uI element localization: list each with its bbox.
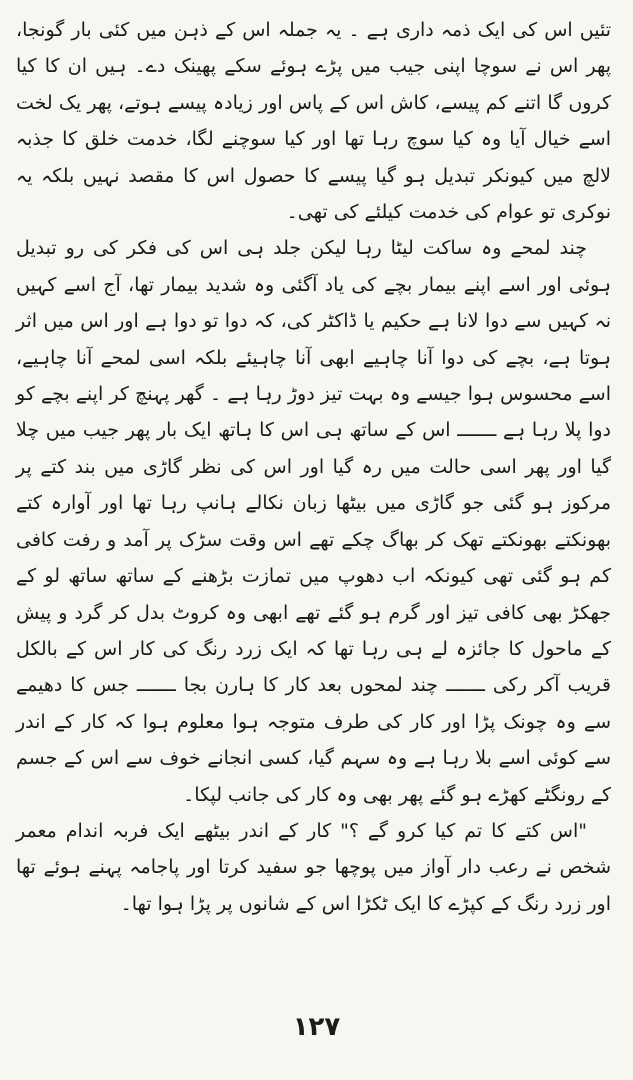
paragraph-1: تئیں اس کی ایک ذمہ داری ہے ۔ یہ جملہ اس کے ذہن میں کئی بار گونجا، پھر اس نے سوچا اپنی جیب میں پڑے ہوئے سکے پھینک دے۔ ہیں ان کا کیا کروں گا اتنے کم پیسے، کاش اس کے پاس اور زیادہ پیسے ہوتے، پھر یک لخت اسے خیال آیا وہ کیا سوچ رہا تھا اور کیا سوچنے لگا، خدمت خلق کا جذبہ لالچ میں کیونکر تبدیل ہو گیا پیسے کا حصول اس کا مقصد نہیں بلکہ یہ نوکری تو عوام کی خدمت کیلئے کی تھی۔	[16, 19, 611, 224]
body-text	[16, 12, 611, 922]
page-number: ۱۲۷	[292, 1012, 341, 1042]
paragraph-3: "اس کتے کا تم کیا کرو گے ؟" کار کے اندر بیٹھے ایک فربہ اندام معمر شخص نے رعب دار آواز میں پوچھا جو سفید کرتا اور پاجامہ پہنے ہوئے تھا اور زرد رنگ کے کپڑے کا ایک ٹکڑا اس کے شانوں پر پڑا ہوا تھا۔	[16, 819, 611, 915]
paragraph-2: چند لمحے وہ ساکت لیٹا رہا لیکن جلد ہی اس کی فکر کی رو تبدیل ہوئی اور اسے اپنے بیمار بچے کی یاد آگئی وہ شدید بیمار تھا، آج اسے کہیں نہ کہیں سے دوا لانا ہے حکیم یا ڈاکٹر کی، کہ دوا تو دوا ہے اور اس میں اثر ہوتا ہے، بچے کی دوا آنا چاہیے ابھی آنا چاہیئے بلکہ اسی لمحے آنا چاہیے، اسے محسوس ہوا جیسے وہ بہت تیز دوڑ رہا ہے ۔ گھر پہنچ کر اپنے بچے کو دوا پلا رہا ہے ـــــــ اس کے ساتھ ہی اس کا ہاتھ ایک بار پھر جیب میں چلا گیا اور پھر اسی حالت میں رہ گیا اور اس کی نظر گاڑی میں بند کتے پر مرکوز ہو گئی جو گاڑی میں بیٹھا زبان نکالے ہانپ رہا تھا اور آوارہ کتے بھونکتے بھونکتے تھک کر بھاگ چکے تھے اس وقت سڑک پر آمد و رفت کافی کم ہو گئی تھی کیونکہ اب دھوپ میں تمازت بڑھنے کے ساتھ ساتھ لو کے جھکڑ بھی کافی تیز اور گرم ہو گئے تھے ابھی وہ کروٹ بدل کر گرد و پیش کے ماحول کا جائزہ لے ہی رہا تھا کہ ایک زرد رنگ کی کار اس کے بالکل قریب آکر رکی ـــــــ چند لمحوں بعد کار کا ہارن بجا ـــــــ جس کا دھیمے سے وہ چونک پڑا اور کار کی طرف متوجہ ہوا معلوم ہوا کہ کار کے اندر سے کوئی اسے بلا رہا ہے وہ سہم گیا، کسی انجانے خوف سے اس کے جسم کے رونگٹے کھڑے ہو گئے پھر بھی وہ کار کی جانب لپکا۔	[16, 237, 611, 806]
